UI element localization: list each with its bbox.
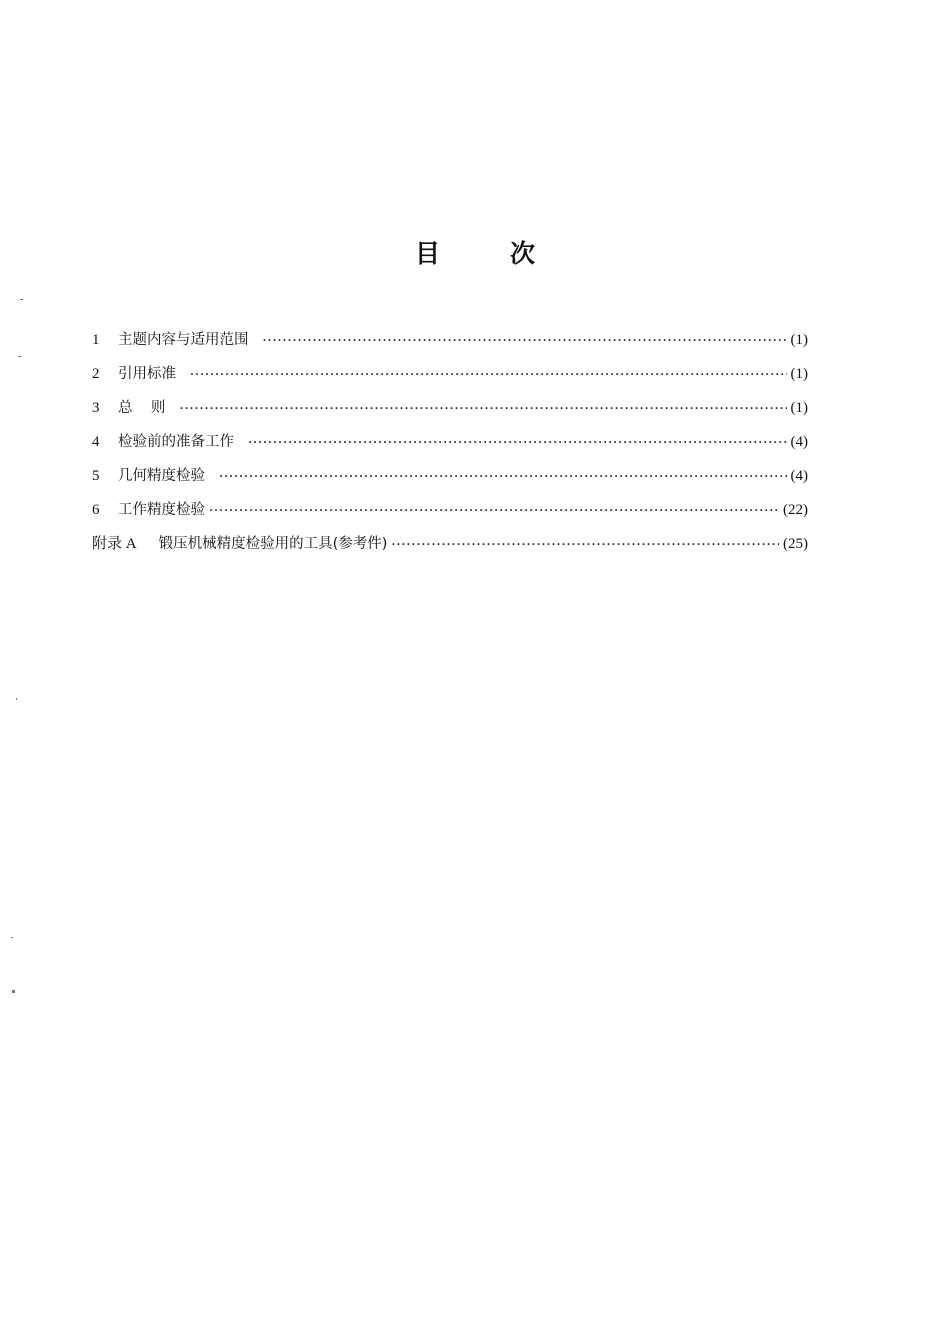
toc-entry-appendix[interactable] [92,532,808,566]
scan-speck [18,356,21,357]
table-of-contents [92,328,808,566]
toc-entry-number: 5 [92,468,100,484]
title-char-1: 目 [414,239,440,268]
page-title [0,234,950,270]
scan-speck [16,698,17,700]
toc-entry-number: 2 [92,366,100,382]
toc-entry-number: 附录 A [92,536,137,552]
toc-entry-title: 主题内容与适用范围 [118,332,249,348]
toc-leader-dots [219,464,787,488]
toc-entry-title: 总 则 [118,400,166,416]
scan-speck [11,937,13,938]
toc-entry-number: 4 [92,434,100,450]
toc-entry[interactable] [92,328,808,362]
toc-leader-dots [179,396,786,420]
toc-entry-title: 锻压机械精度检验用的工具(参考件) [158,536,388,552]
toc-entry-page: (4) [790,468,808,484]
toc-entry-page: (22) [783,502,808,518]
toc-entry[interactable] [92,464,808,498]
toc-entry-title: 检验前的准备工作 [118,434,234,450]
toc-entry-page: (25) [783,536,808,552]
toc-entry[interactable] [92,430,808,464]
scan-speck [20,299,23,300]
toc-entry[interactable] [92,362,808,396]
toc-entry-page: (1) [790,400,808,416]
scan-speck [12,990,15,993]
toc-entry-title: 工作精度检验 [118,502,205,518]
toc-leader-dots [263,328,787,352]
title-char-2: 次 [510,239,536,268]
toc-leader-dots [248,430,787,454]
toc-entry-title: 几何精度检验 [118,468,205,484]
toc-entry[interactable] [92,498,808,532]
toc-leader-dots [190,362,787,386]
toc-entry-number: 1 [92,332,100,348]
toc-entry-page: (1) [790,332,808,348]
toc-entry-page: (1) [790,366,808,382]
toc-entry-number: 3 [92,400,100,416]
toc-entry-number: 6 [92,502,100,518]
toc-entry-title: 引用标准 [118,366,176,382]
toc-entry-page: (4) [790,434,808,450]
toc-entry[interactable] [92,396,808,430]
toc-leader-dots [209,498,779,522]
toc-leader-dots [391,532,779,556]
